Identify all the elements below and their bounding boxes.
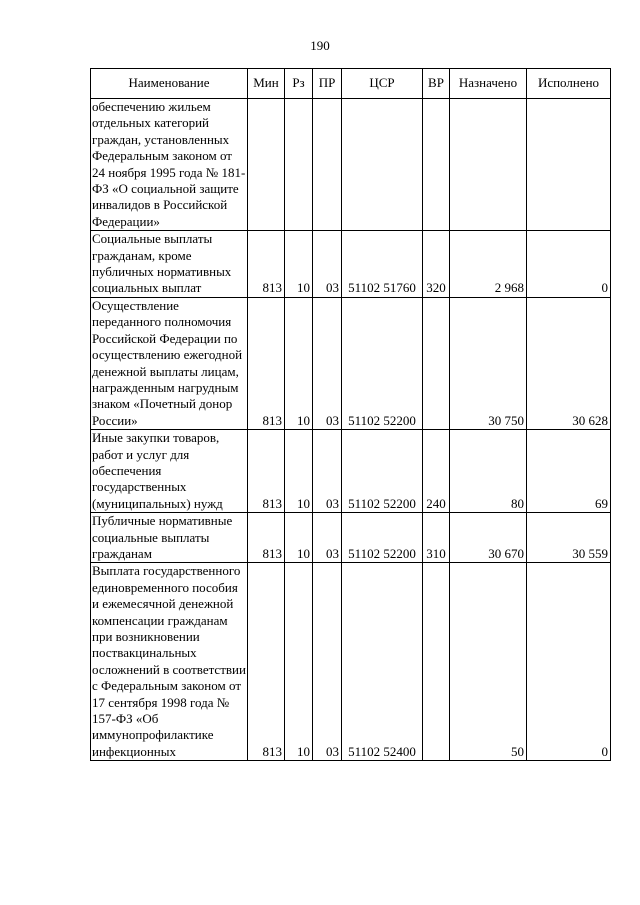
row-min: 813 (248, 513, 285, 563)
table-row (91, 430, 611, 513)
table-row (91, 231, 611, 298)
column-header-name: Наименование (91, 69, 248, 99)
row-vr: 320 (423, 231, 450, 298)
table-row (91, 99, 611, 231)
column-header-pr: ПР (313, 69, 342, 99)
row-executed: 0 (527, 231, 611, 298)
row-executed: 30 559 (527, 513, 611, 563)
row-name: Публичные нормативные социальные выплаты гражданам (91, 513, 248, 563)
row-pr: 03 (313, 513, 342, 563)
row-pr: 03 (313, 231, 342, 298)
row-executed: 30 628 (527, 297, 611, 429)
row-pr (313, 99, 342, 231)
row-rz: 10 (285, 297, 313, 429)
row-csr: 51102 51760 (342, 231, 423, 298)
row-rz: 10 (285, 231, 313, 298)
row-executed: 0 (527, 563, 611, 761)
row-assigned (450, 99, 527, 231)
row-pr: 03 (313, 563, 342, 761)
row-name: Иные закупки товаров, работ и услуг для обеспечения государственных (муниципальных) нужд (91, 430, 248, 513)
row-vr (423, 297, 450, 429)
column-header-min: Мин (248, 69, 285, 99)
row-min: 813 (248, 297, 285, 429)
column-header-executed: Исполнено (527, 69, 611, 99)
table-row (91, 513, 611, 563)
row-min: 813 (248, 231, 285, 298)
column-header-assigned: Назначено (450, 69, 527, 99)
table-row (91, 563, 611, 761)
table-header-row (91, 69, 611, 99)
row-assigned: 80 (450, 430, 527, 513)
row-pr: 03 (313, 297, 342, 429)
row-rz: 10 (285, 563, 313, 761)
row-rz: 10 (285, 513, 313, 563)
row-assigned: 30 750 (450, 297, 527, 429)
row-name: Социальные выплаты гражданам, кроме публичных нормативных социальных выплат (91, 231, 248, 298)
row-vr: 310 (423, 513, 450, 563)
row-executed: 69 (527, 430, 611, 513)
row-csr: 51102 52200 (342, 430, 423, 513)
row-vr (423, 563, 450, 761)
row-assigned: 2 968 (450, 231, 527, 298)
row-csr: 51102 52200 (342, 513, 423, 563)
column-header-rz: Рз (285, 69, 313, 99)
row-csr: 51102 52200 (342, 297, 423, 429)
row-min (248, 99, 285, 231)
table-row (91, 297, 611, 429)
row-assigned: 30 670 (450, 513, 527, 563)
column-header-csr: ЦСР (342, 69, 423, 99)
budget-table (90, 68, 611, 761)
row-name: Выплата государственного единовременного пособия и ежемесячной денежной компенсации гражданам при возникновении поствакцинальных осложнений в соответствии с Федеральным законом от 17 сентября 1998 года № 157-ФЗ «Об иммунопрофилактике инфекционных (92, 563, 246, 759)
page-number: 190 (310, 38, 330, 53)
row-min: 813 (248, 563, 285, 761)
row-vr (423, 99, 450, 231)
row-csr: 51102 52400 (342, 563, 423, 761)
row-name: обеспечению жильем отдельных категорий граждан, установленных Федеральным законом от 24 ноября 1995 года № 181-ФЗ «О социальной защите инвалидов в Российской Федерации» (91, 99, 248, 231)
row-assigned: 50 (450, 563, 527, 761)
row-rz: 10 (285, 430, 313, 513)
row-pr: 03 (313, 430, 342, 513)
row-name: Осуществление переданного полномочия Российской Федерации по осуществлению ежегодной денежной выплаты лицам, награжденным нагрудным знаком «Почетный донор России» (91, 297, 248, 429)
row-rz (285, 99, 313, 231)
row-csr (342, 99, 423, 231)
row-executed (527, 99, 611, 231)
row-vr: 240 (423, 430, 450, 513)
column-header-vr: ВР (423, 69, 450, 99)
row-min: 813 (248, 430, 285, 513)
